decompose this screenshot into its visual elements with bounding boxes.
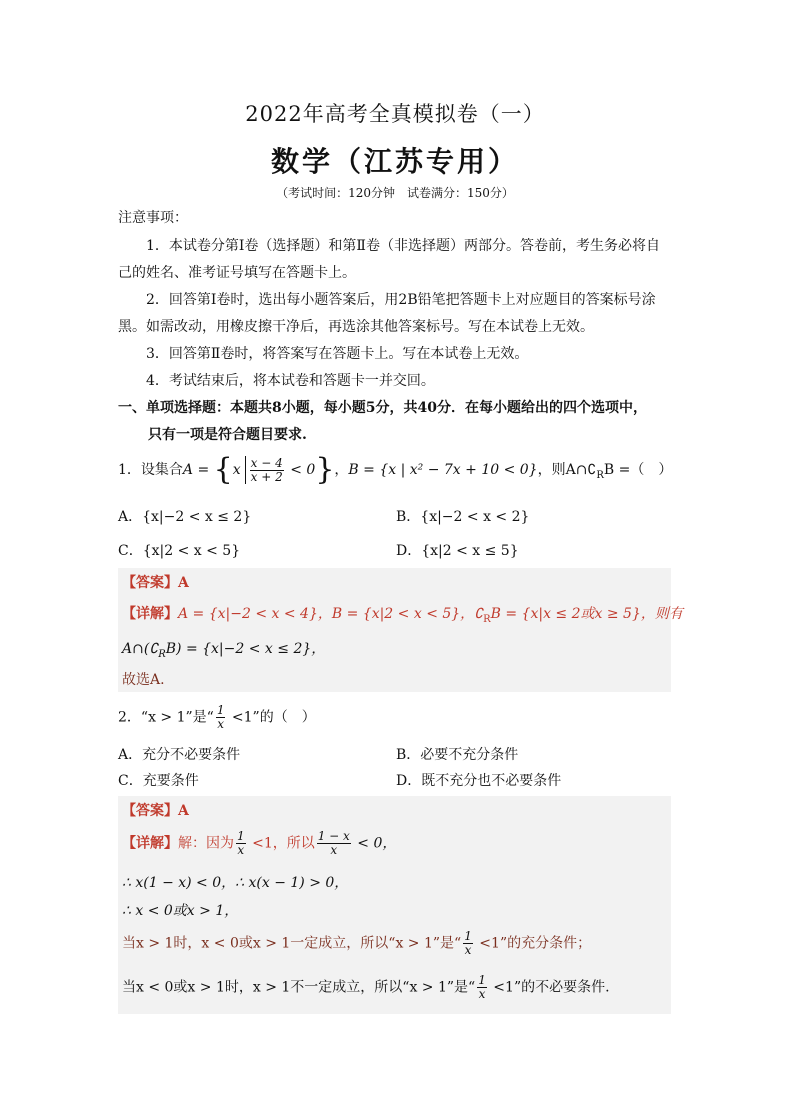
notice-item-1-cont: 己的姓名、准考证号填写在答题卡上。	[118, 265, 356, 281]
q2-detail-line-5: 当x < 0或x > 1时，x > 1不一定成立，所以“x > 1”是“ $\frac{1}{x}$ <1”的不必要条件.	[122, 973, 610, 1001]
exam-title: 2022年高考全真模拟卷（一）	[245, 102, 545, 126]
q2-detail-line-4: 当x > 1时，x < 0或x > 1一定成立，所以“x > 1”是“ $\frac{1}{x}$ <1”的充分条件；	[122, 929, 592, 957]
q1-option-a[interactable]: A．{x|−2 < x ≤ 2}	[118, 509, 252, 525]
q1-option-b[interactable]: B．{x|−2 < x < 2}	[396, 509, 530, 525]
q2-option-c[interactable]: C．充要条件	[118, 773, 199, 789]
notice-item-1: 1．本试卷分第Ⅰ卷（选择题）和第Ⅱ卷（非选择题）两部分。答卷前，考生务必将自	[146, 238, 660, 254]
notice-item-3: 3．回答第Ⅱ卷时，将答案写在答题卡上。写在本试卷上无效。	[146, 346, 529, 362]
q1-option-d[interactable]: D．{x|2 < x ≤ 5}	[396, 543, 519, 559]
q2-detail-line-1: 【详解】解：因为 $\frac{1}{x}$ <1，所以 $\frac{1 - x}{x}$ < 0，	[122, 829, 397, 857]
section-heading-cont: 只有一项是符合题目要求.	[148, 427, 307, 443]
q2-option-b[interactable]: B．必要不充分条件	[396, 747, 519, 763]
q1-detail-line-2: $A\cap(∁_RB) = \{x|-2 < x \le 2\}$，	[122, 641, 326, 660]
exam-info: （考试时间：120分钟 试卷满分：150分）	[276, 186, 514, 200]
q2-fraction: $\frac{1}{x}$	[216, 703, 225, 731]
left-brace-icon: {	[213, 452, 233, 487]
q1-prefix: 1．设集合	[118, 462, 183, 478]
q2-detail-line-2: ∴ x(1 − x) < 0，∴ x(x − 1) > 0，	[122, 875, 349, 891]
section-heading: 一、单项选择题：本题共8小题，每小题5分，共40分．在每小题给出的四个选项中，	[118, 400, 647, 416]
q2-detail-line-3: ∴ x < 0或x > 1，	[122, 903, 239, 919]
q1-set-a-label: A =	[182, 462, 214, 478]
subject-title: 数学（江苏专用）	[270, 145, 519, 178]
q1-answer: 【答案】A	[122, 575, 189, 591]
q1-fraction: $\frac{x - 4}{x + 2}$	[250, 455, 283, 484]
q1-detail-line-3: 故选A.	[122, 672, 165, 688]
notice-item-2: 2．回答第Ⅰ卷时，选出每小题答案后，用2B铅笔把答题卡上对应题目的答案标号涂	[146, 292, 656, 308]
q2-option-a[interactable]: A．充分不必要条件	[118, 747, 241, 763]
q1-detail-line-1: 【详解】A = {x|−2 < x < 4}，B = {x|2 < x < 5}，$∁_RB = \{x|x \le 2$或x ≥ 5}，则有	[122, 606, 683, 625]
q1-option-c[interactable]: C．{x|2 < x < 5}	[118, 543, 241, 559]
question-2: 2．“x > 1”是“ $\frac{1}{x}$ <1”的（ ）	[118, 703, 316, 731]
q1-answer-box	[118, 568, 683, 692]
q2-answer: 【答案】A	[122, 803, 189, 819]
notice-item-2-cont: 黑。如需改动，用橡皮擦干净后，再选涂其他答案标号。写在本试卷上无效。	[118, 319, 594, 335]
right-brace-icon: }	[315, 452, 335, 487]
notice-item-4: 4．考试结束后，将本试卷和答题卡一并交回。	[146, 373, 435, 389]
q2-answer-box	[118, 796, 671, 1014]
q1-set-b: B = {x | x² − 7x + 10 < 0}	[348, 462, 538, 478]
question-1: 1．设集合A = {x $\frac{x - 4}{x + 2}$ < 0}，B = {x | x² − 7x + 10 < 0}，则$A\cap∁_RB$ =（ ）	[118, 452, 673, 487]
q2-option-d[interactable]: D．既不充分也不必要条件	[396, 773, 562, 789]
q1-var: x	[232, 462, 241, 478]
set-bar-icon	[245, 456, 246, 484]
q1-ask: ，则A∩∁	[537, 462, 597, 478]
notice-label: 注意事项：	[118, 210, 188, 226]
